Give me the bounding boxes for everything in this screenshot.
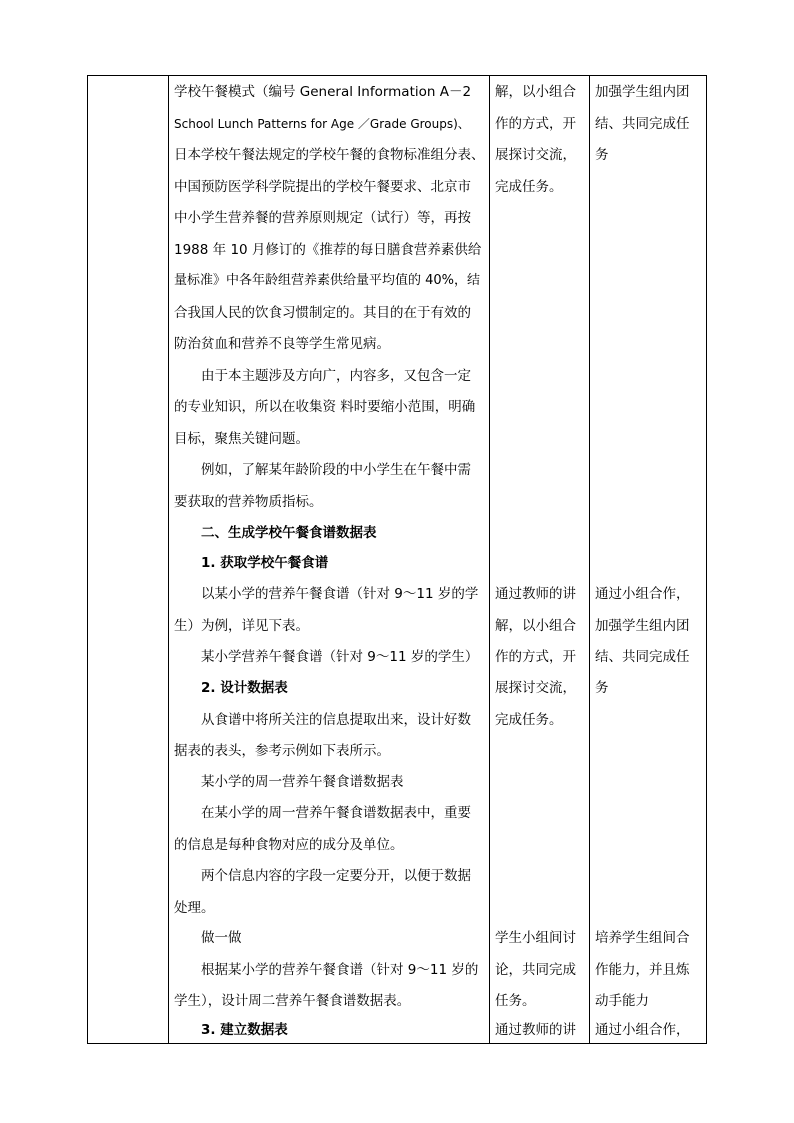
lesson-plan-table <box>87 75 707 1044</box>
teacher-line: 解，以小组合 <box>495 84 576 100</box>
content-line: 的信息是每种食物对应的成分及单位。 <box>174 837 404 853</box>
teacher-line: 学生小组间讨 <box>495 930 576 946</box>
teacher-line: 通过教师的讲 <box>495 586 576 602</box>
teacher-line: 作的方式，开 <box>495 649 576 665</box>
content-line: 例如，了解某年龄阶段的中小学生在午餐中需 <box>201 462 471 478</box>
content-line: 1988 年 10 月修订的《推荐的每日膳食营养素供给 <box>174 242 482 258</box>
purpose-line: 加强学生组内团 <box>595 618 690 634</box>
design-purpose-cell <box>591 76 704 1043</box>
content-line: 处理。 <box>174 900 215 916</box>
teacher-line: 完成任务。 <box>495 179 563 195</box>
teacher-line: 解，以小组合 <box>495 618 576 634</box>
purpose-line: 培养学生组间合 <box>595 930 690 946</box>
subsection-heading: 1. 获取学校午餐食谱 <box>201 555 329 571</box>
content-line: 某小学营养午餐食谱（针对 9～11 岁的学生） <box>201 649 479 665</box>
content-line: 根据某小学的营养午餐食谱（针对 9～11 岁的 <box>201 962 479 978</box>
subsection-heading: 3. 建立数据表 <box>201 1022 288 1038</box>
content-line: 目标，聚焦关键问题。 <box>174 431 309 447</box>
content-line: 以某小学的营养午餐食谱（针对 9～11 岁的学 <box>201 586 479 602</box>
teacher-line: 任务。 <box>495 993 536 1009</box>
content-line: 在某小学的周一营养午餐食谱数据表中，重要 <box>201 805 471 821</box>
content-cell <box>169 76 488 1043</box>
content-line: 学生），设计周二营养午餐食谱数据表。 <box>174 993 411 1009</box>
purpose-line: 务 <box>595 680 609 696</box>
content-line: 由于本主题涉及方向广，内容多，又包含一定 <box>201 368 471 384</box>
teacher-line: 展探讨交流， <box>495 147 576 163</box>
content-line: 的专业知识，所以在收集资 料时要缩小范围，明确 <box>174 399 476 415</box>
content-line: 两个信息内容的字段一定要分开，以便于数据 <box>201 868 471 884</box>
section-heading: 二、生成学校午餐食谱数据表 <box>201 525 377 541</box>
teacher-line: 论，共同完成 <box>495 962 576 978</box>
content-line: 合我国人民的饮食习惯制定的。其目的在于有效的 <box>174 305 471 321</box>
teacher-line: 作的方式，开 <box>495 116 576 132</box>
content-line: 生）为例，详见下表。 <box>174 618 309 634</box>
content-line: 从食谱中将所关注的信息提取出来，设计好数 <box>201 712 471 728</box>
purpose-line: 作能力，并且炼 <box>595 962 690 978</box>
purpose-line: 通过小组合作， <box>595 586 690 602</box>
content-line: 做一做 <box>201 930 242 946</box>
purpose-line: 结、共同完成任 <box>595 116 690 132</box>
teacher-line: 通过教师的讲 <box>495 1022 576 1038</box>
teacher-line: 完成任务。 <box>495 712 563 728</box>
subsection-heading: 2. 设计数据表 <box>201 680 288 696</box>
purpose-line: 通过小组合作， <box>595 1022 690 1038</box>
content-line: 量标准》中各年龄组营养素供给量平均值的 40%，结 <box>174 273 481 288</box>
teacher-line: 展探讨交流， <box>495 680 576 696</box>
purpose-line: 结、共同完成任 <box>595 649 690 665</box>
content-line: 据表的表头，参考示例如下表所示。 <box>174 743 390 759</box>
column-divider <box>489 76 490 1043</box>
content-line: School Lunch Patterns for Age ／Grade Groups)、 <box>174 117 470 131</box>
purpose-line: 加强学生组内团 <box>595 84 690 100</box>
empty-left-cell <box>88 76 168 1043</box>
content-line: 某小学的周一营养午餐食谱数据表 <box>201 774 404 790</box>
content-line: 要获取的营养物质指标。 <box>174 494 323 510</box>
column-divider <box>589 76 590 1043</box>
content-line: 学校午餐模式（编号 General Information A－2 <box>174 84 472 100</box>
content-line: 防治贫血和营养不良等学生常见病。 <box>174 336 390 352</box>
purpose-line: 务 <box>595 147 609 163</box>
teacher-activity-cell <box>491 76 587 1043</box>
content-line: 日本学校午餐法规定的学校午餐的食物标准组分表、 <box>174 147 485 163</box>
purpose-line: 动手能力 <box>595 993 649 1009</box>
content-line: 中小学生营养餐的营养原则规定（试行）等，再按 <box>174 210 471 226</box>
content-line: 中国预防医学科学院提出的学校午餐要求、北京市 <box>174 179 471 195</box>
